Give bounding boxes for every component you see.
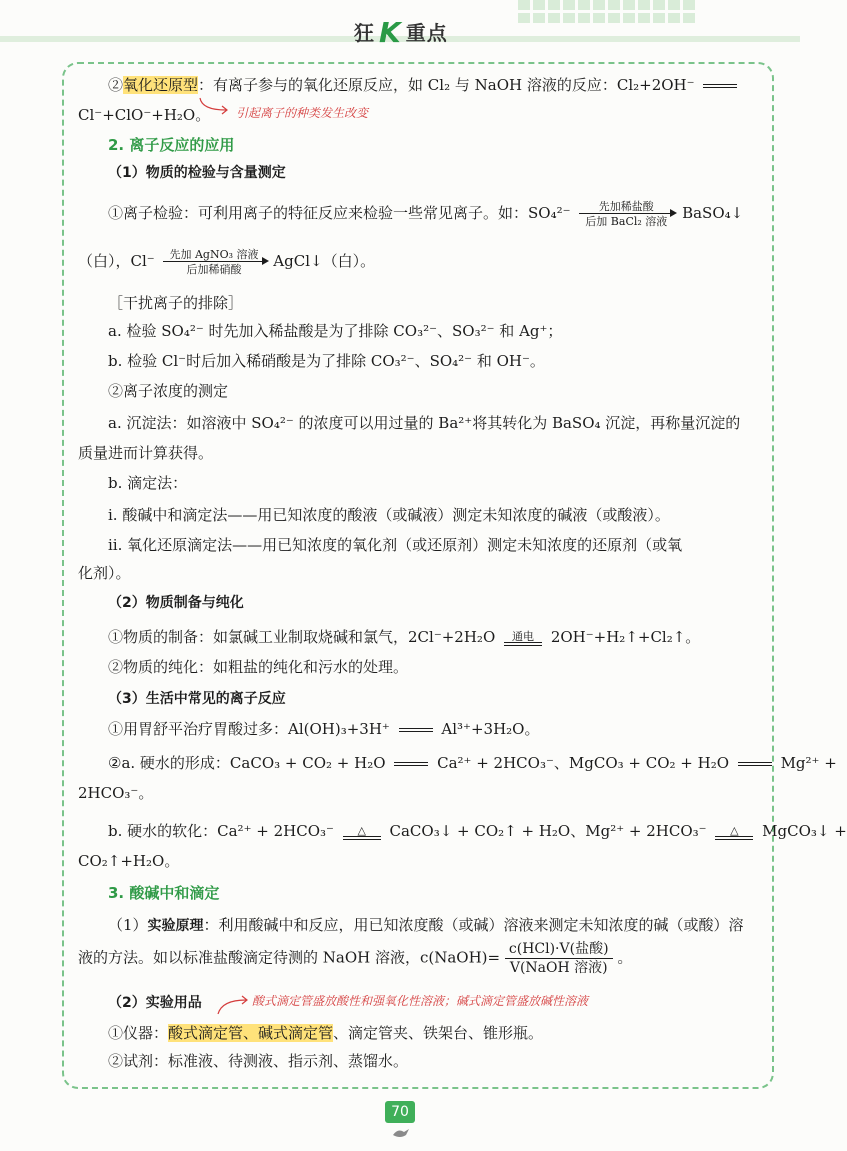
page-number: 70	[385, 1101, 415, 1123]
text-span: 、滴定管夹、铁架台、锥形瓶。	[333, 1024, 544, 1042]
heat-condition-icon: △	[357, 823, 366, 837]
text-line	[108, 200, 743, 228]
text-span: b. 硬水的软化：Ca²⁺ + 2HCO₃⁻	[108, 822, 334, 840]
equals-sign	[394, 762, 428, 766]
subsection-heading: （2）实验用品	[108, 995, 202, 1011]
equals-sign	[399, 728, 433, 732]
text-line	[108, 820, 847, 842]
text-line: ②物质的纯化：如粗盐的纯化和污水的处理。	[108, 658, 409, 676]
text-span: MgCO₃↓ +	[762, 822, 847, 840]
grid-decoration-icon	[518, 0, 708, 36]
text-line: b. 检验 Cl⁻时后加入稀硝酸是为了排除 CO₃²⁻、SO₄²⁻ 和 OH⁻。	[108, 352, 545, 370]
handwritten-note: 引起离子的种类发生改变	[236, 106, 369, 120]
annotation-arrow-icon	[212, 994, 252, 1016]
arrow-top-label: 先加稀盐酸	[579, 200, 673, 214]
text-span: 2OH⁻+H₂↑+Cl₂↑。	[550, 628, 701, 646]
subsection-heading: （1）物质的检验与含量测定	[108, 165, 286, 181]
text-line	[108, 74, 741, 96]
page-header	[0, 0, 800, 58]
text-line: 化剂）。	[78, 564, 131, 582]
condition-equals	[715, 825, 753, 840]
brand-left: 狂	[354, 21, 375, 45]
text-span: CaCO₃↓ + CO₂↑ + H₂O、Mg²⁺ + 2HCO₃⁻	[389, 822, 707, 840]
subsection-heading: （3）生活中常见的离子反应	[108, 691, 286, 707]
brand-k-logo: K	[379, 16, 402, 49]
text-span: ①离子检验：可利用离子的特征反应来检验一些常见离子。如：SO₄²⁻	[108, 204, 571, 222]
text-line: ②离子浓度的测定	[108, 382, 229, 400]
arrow-bottom-label: 后加稀硝酸	[186, 263, 242, 276]
fraction-numerator: c(HCl)·V(盐酸)	[505, 940, 613, 959]
text-line: ②试剂：标准液、待测液、指示剂、蒸馏水。	[108, 1052, 409, 1070]
bold-term: 实验原理	[147, 918, 204, 934]
text-line	[78, 940, 632, 977]
arrow-bottom-label: 后加 BaCl₂ 溶液	[585, 215, 668, 228]
text-span: ：有离子参与的氧化还原反应，如 Cl₂ 与 NaOH 溶液的反应：Cl₂+2OH⁻	[198, 76, 695, 94]
text-span: ：利用酸碱中和反应，用已知浓度酸（或碱）溶液来测定未知浓度的碱（或酸）溶	[203, 916, 744, 934]
text-line	[108, 914, 744, 937]
condition-equals	[504, 631, 542, 646]
text-line: Cl⁻+ClO⁻+H₂O。	[78, 106, 211, 124]
text-line: 质量进而计算获得。	[78, 444, 214, 462]
arrow-top-label: 先加 AgNO₃ 溶液	[163, 248, 264, 262]
text-line	[78, 248, 375, 276]
section-heading: 3. 酸碱中和滴定	[108, 884, 220, 902]
text-line: ［干扰离子的排除］	[108, 294, 244, 312]
fraction-denominator: V(NaOH 溶液)	[509, 960, 608, 976]
condition-label: 通电	[512, 629, 535, 643]
text-line: ⅱ. 氧化还原滴定法——用已知浓度的氧化剂（或还原剂）测定未知浓度的还原剂（或氧	[108, 536, 683, 554]
brand-right: 重点	[405, 21, 448, 45]
concentration-formula	[505, 940, 613, 977]
text-span: （白），Cl⁻	[78, 252, 155, 270]
text-line: a. 检验 SO₄²⁻ 时先加入稀盐酸是为了排除 CO₃²⁻、SO₃²⁻ 和 Ag⁺；	[108, 322, 563, 340]
handwritten-note: 酸式滴定管盛放酸性和强氧化性溶液；碱式滴定管盛放碱性溶液	[252, 994, 589, 1008]
text-line: ⅰ. 酸碱中和滴定法——用已知浓度的酸液（或碱液）测定未知浓度的碱液（或酸液）。	[108, 506, 670, 524]
text-span: ①用胃舒平治疗胃酸过多：Al(OH)₃+3H⁺	[108, 720, 390, 738]
section-heading: 2. 离子反应的应用	[108, 136, 235, 154]
text-line: a. 沉淀法：如溶液中 SO₄²⁻ 的浓度可以用过量的 Ba²⁺将其转化为 BaSO₄ 沉淀，再称量沉淀的	[108, 414, 741, 432]
heat-condition-icon: △	[730, 823, 739, 837]
highlight-term: 氧化还原型	[123, 76, 199, 94]
highlight-term: 酸式滴定管、碱式滴定管	[168, 1024, 334, 1042]
equals-sign	[738, 762, 772, 766]
condition-equals	[343, 825, 381, 840]
text-span: ①仪器：	[108, 1024, 169, 1042]
text-span: Mg²⁺ +	[780, 754, 837, 772]
annotation-arrow-icon	[196, 96, 236, 120]
equals-sign	[703, 84, 737, 88]
text-span: （1）	[108, 916, 148, 934]
bird-icon	[392, 1126, 410, 1140]
text-line	[108, 718, 539, 740]
subsection-heading: （2）物质制备与纯化	[108, 595, 244, 611]
text-span: BaSO₄↓	[682, 204, 744, 222]
reaction-arrow	[163, 248, 264, 276]
text-span: AgCl↓（白）。	[273, 252, 376, 270]
reaction-arrow	[579, 200, 673, 228]
text-line	[108, 1022, 543, 1044]
text-line	[108, 752, 837, 774]
text-span: 液的方法。如以标准盐酸滴定待测的 NaOH 溶液，c(NaOH)=	[78, 948, 501, 967]
text-line: CO₂↑+H₂O。	[78, 852, 180, 870]
text-line	[108, 626, 700, 648]
text-span: Al³⁺+3H₂O。	[441, 720, 540, 738]
text-span: 。	[617, 948, 633, 967]
text-span: ①物质的制备：如氯碱工业制取烧碱和氯气，2Cl⁻+2H₂O	[108, 628, 496, 646]
text-span: ②a. 硬水的形成：CaCO₃ + CO₂ + H₂O	[108, 754, 386, 772]
text-span: ②	[108, 76, 124, 94]
text-line: b. 滴定法：	[108, 474, 188, 492]
text-span: Ca²⁺ + 2HCO₃⁻、MgCO₃ + CO₂ + H₂O	[437, 754, 730, 772]
brand-title	[354, 14, 448, 47]
text-line: 2HCO₃⁻。	[78, 784, 154, 802]
